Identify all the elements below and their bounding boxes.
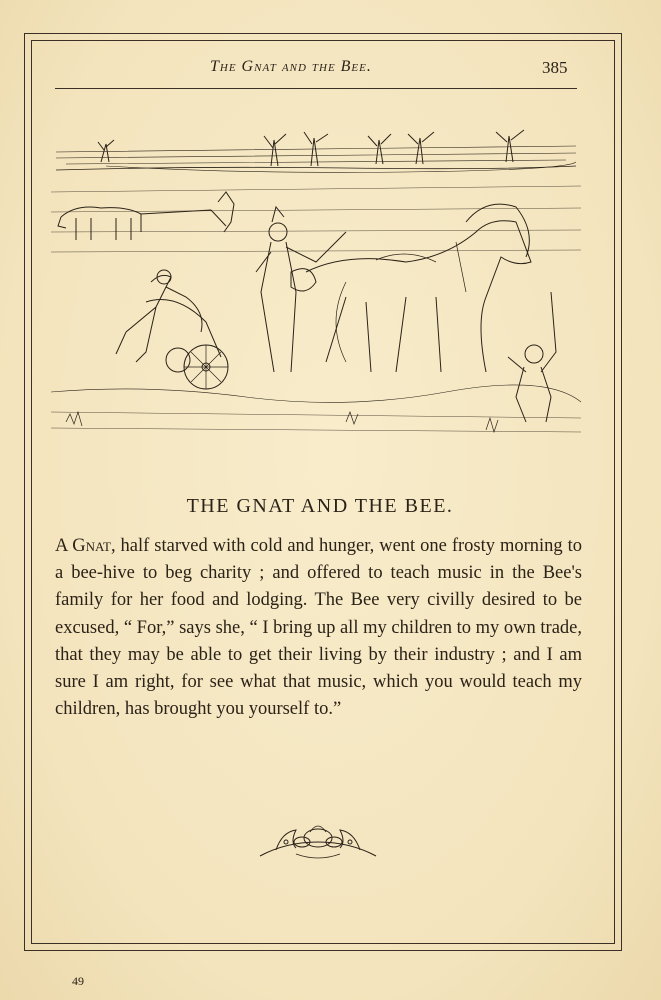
floral-tailpiece-ornament bbox=[256, 812, 380, 866]
story-opening-word: A Gnat, bbox=[55, 536, 116, 556]
page-number: 385 bbox=[542, 58, 568, 77]
story-body-paragraph bbox=[55, 533, 582, 723]
story-text: half starved with cold and hunger, went one frosty morning to a bee-hive to beg charity ; and offered to teach music in the Bee's family for her food and lodging. The Bee very civilly desired to be excused, “ For,” says she, “ I bring up all my children to my own trade, that they may be able to get their living by their industry ; and I am sure I am right, for see what that music, which you would teach my children, has brought you yourself to.” bbox=[55, 536, 582, 720]
running-title: The Gnat and the Bee. bbox=[210, 58, 372, 75]
signature-mark: 49 bbox=[72, 974, 84, 988]
engraving-illustration bbox=[46, 122, 586, 452]
story-title: THE GNAT AND THE BEE. bbox=[186, 495, 454, 517]
header-rule bbox=[55, 88, 577, 89]
